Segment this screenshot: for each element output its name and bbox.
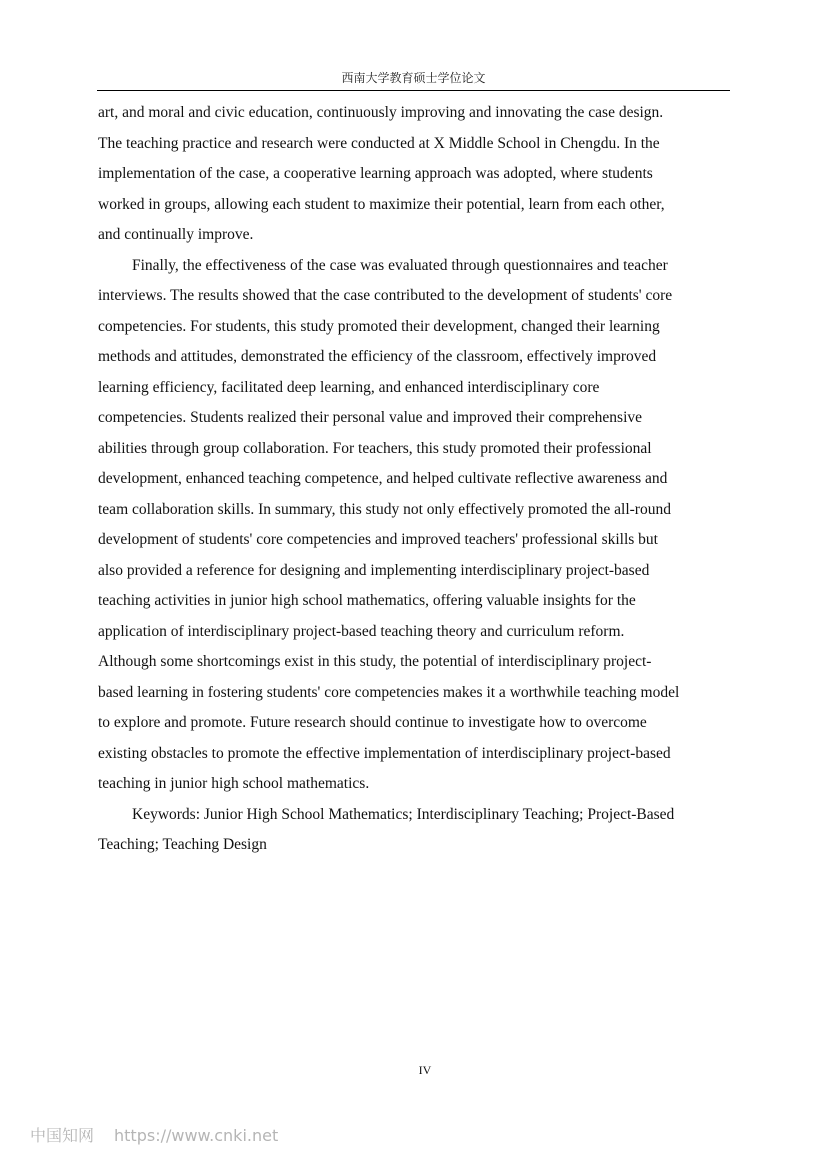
keywords-line: Keywords: Junior High School Mathematics; Interdisciplinary Teaching; Project-Based [132, 805, 675, 823]
text-line: development of students' core competencies and improved teachers' professional skills but [98, 531, 658, 548]
text-line: competencies. For students, this study promoted their development, changed their learning [98, 317, 660, 335]
text-line: Although some shortcomings exist in this study, the potential of interdisciplinary project- [98, 653, 652, 670]
text-line: to explore and promote. Future research should continue to investigate how to overcome [98, 714, 647, 731]
text-line: worked in groups, allowing each student to maximize their potential, learn from each other, [98, 195, 665, 213]
text-line: and continually improve. [98, 226, 254, 243]
paragraph-start-line: Finally, the effectiveness of the case was evaluated through questionnaires and teacher [132, 256, 668, 274]
text-line: methods and attitudes, demonstrated the efficiency of the classroom, effectively improved [98, 348, 657, 365]
text-line: based learning in fostering students' core competencies makes it a worthwhile teaching model [98, 683, 680, 701]
text-line: competencies. Students realized their personal value and improved their comprehensive [98, 409, 643, 426]
text-line: abilities through group collaboration. For teachers, this study promoted their professional [98, 439, 652, 457]
text-line: also provided a reference for designing and implementing interdisciplinary project-based [98, 561, 650, 579]
header-rule [97, 90, 730, 91]
text-line: team collaboration skills. In summary, this study not only effectively promoted the all-round [98, 500, 671, 518]
keywords-line: Teaching; Teaching Design [98, 836, 267, 853]
text-line: teaching in junior high school mathematics. [98, 775, 370, 792]
text-line: development, enhanced teaching competence, and helped cultivate reflective awareness and [98, 470, 668, 487]
watermark [30, 1125, 278, 1147]
text-line: teaching activities in junior high school mathematics, offering valuable insights for the [98, 592, 636, 609]
text-line: art, and moral and civic education, continuously improving and innovating the case design. [98, 104, 664, 121]
body-text [98, 98, 738, 861]
page-number: IV [418, 1063, 432, 1077]
running-header: 西南大学教育硕士学位论文 [341, 71, 486, 85]
text-line: The teaching practice and research were conducted at X Middle School in Chengdu. In the [98, 134, 660, 152]
text-line: existing obstacles to promote the effective implementation of interdisciplinary project-based [98, 744, 671, 762]
text-line: learning efficiency, facilitated deep learning, and enhanced interdisciplinary core [98, 378, 600, 396]
text-line: interviews. The results showed that the case contributed to the development of students' core [98, 287, 673, 304]
watermark-url: https://www.cnki.net [114, 1126, 279, 1145]
text-line: implementation of the case, a cooperative learning approach was adopted, where students [98, 165, 653, 182]
watermark-site-name: 中国知网 [30, 1126, 95, 1145]
text-line: application of interdisciplinary project-based teaching theory and curriculum reform. [98, 622, 625, 640]
